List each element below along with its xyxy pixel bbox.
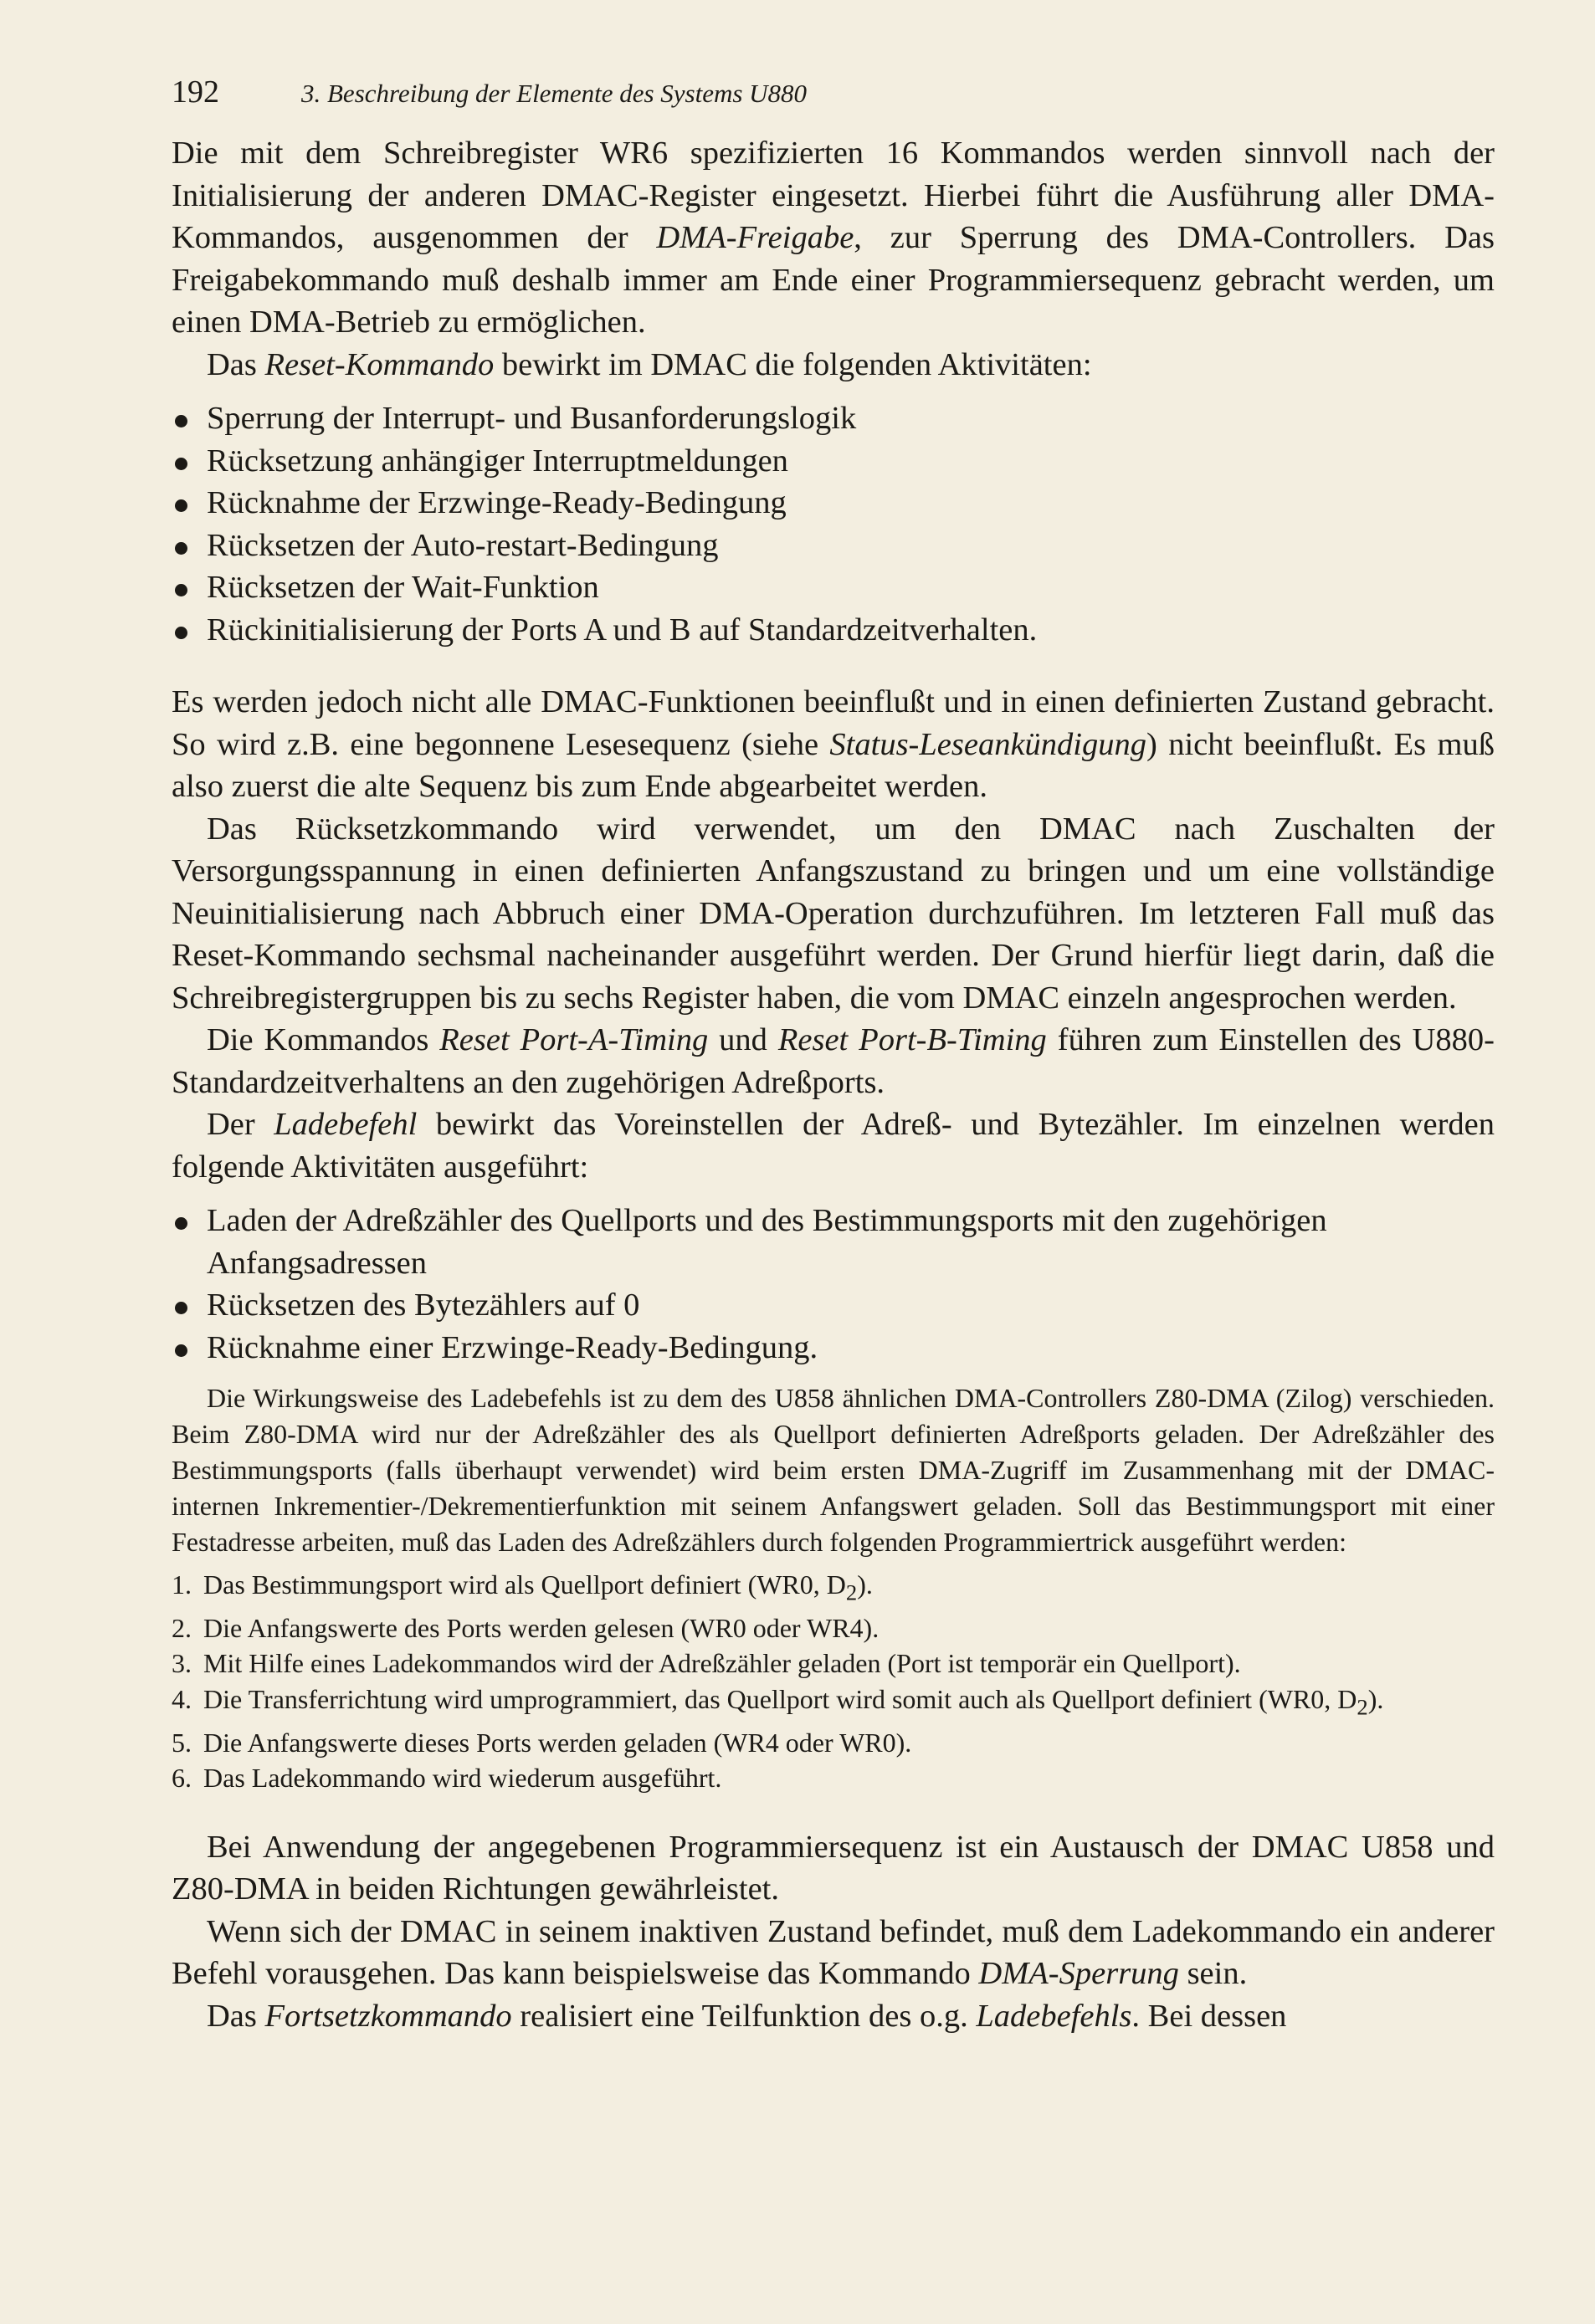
paragraph-continue-command: Das Fortsetzkommando realisiert eine Teilfunktion des o.g. Ladebefehls. Bei dessen (207, 1998, 1287, 2034)
list-item: Rückinitialisierung der Ports A und B auf Standardzeitverhalten. (172, 609, 1495, 652)
paragraph-reset-intro: Das Reset-Kommando bewirkt im DMAC die folgenden Aktivitäten: (207, 346, 1092, 382)
small-print-note (172, 1380, 1495, 1796)
paragraph-exchange: Bei Anwendung der angegebenen Programmiersequenz ist ein Austausch der DMAC U858 und Z80-DMA in beiden Richtungen gewährleistet. (172, 1829, 1495, 1907)
list-item: Rücknahme einer Erzwinge-Ready-Bedingung. (172, 1327, 1495, 1369)
list-item: 3. Mit Hilfe eines Ladekommandos wird der Adreßzähler geladen (Port ist temporär ein Quellport). (172, 1648, 1241, 1679)
page-header (172, 74, 1495, 132)
list-item: 2. Die Anfangswerte des Ports werden gelesen (WR0 oder WR4). (172, 1612, 880, 1643)
list-item: 1. Das Bestimmungsport wird als Quellport definiert (WR0, $D_2$). (172, 1569, 873, 1605)
list-item: 4. Die Transferrichtung wird umprogrammiert, das Quellport wird somit auch als Quellport definiert (WR0, $D_2$). (172, 1683, 1384, 1720)
paragraph-reset-usage: Das Rücksetzkommando wird verwendet, um den DMAC nach Zuschalten der Versorgungsspannung in einen definierten Anfangszustand zu bringen und um eine vollständige Neuinitialisierung nach Abbruch einer DMA-Operation durchzuführen. Im letzteren Fall muß das Reset-Kommando sechsmal nacheinander ausgeführt werden. Der Grund hierfür liegt darin, daß die Schreibregistergruppen bis zu sechs Register haben, die vom DMAC einzeln angesprochen werden. (172, 811, 1495, 1016)
main-text-continued (172, 1826, 1495, 2038)
paragraph-load-command: Der Ladebefehl bewirkt das Voreinstellen der Adreß- und Bytezähler. Im einzelnen werden folgende Aktivitäten ausgeführt: (172, 1107, 1495, 1185)
list-item: 6. Das Ladekommando wird wiederum ausgeführt. (172, 1763, 722, 1794)
paragraph-port-timing: Die Kommandos Reset Port-A-Timing und Reset Port-B-Timing führen zum Einstellen des U880-Standardzeitverhaltens an den zugehörigen Adreßports. (172, 1022, 1495, 1100)
load-activities-list (172, 1200, 1495, 1369)
list-item: Rücksetzen der Auto-restart-Bedingung (172, 525, 1495, 567)
list-item: Rücksetzen des Bytezählers auf 0 (172, 1284, 1495, 1327)
list-item: Rücksetzung anhängiger Interruptmeldungen (172, 440, 1495, 483)
paragraph-inactive-state: Wenn sich der DMAC in seinem inaktiven Zustand befindet, muß dem Ladekommando ein anderer Befehl vorausgehen. Das kann beispielsweise das Kommando DMA-Sperrung sein. (172, 1913, 1495, 1992)
paragraph-dma-commands: Die mit dem Schreibregister WR6 spezifizierten 16 Kommandos werden sinnvoll nach der Initialisierung der anderen DMAC-Register eingesetzt. Hierbei führt die Ausführung aller DMA-Kommandos, ausgenommen der DMA-Freigabe, zur Sperrung des DMA-Controllers. Das Freigabekommando muß deshalb immer am Ende einer Programmiersequenz gebracht werden, um einen DMA-Betrieb zu ermöglichen. (172, 136, 1495, 340)
list-item: Rücksetzen der Wait-Funktion (172, 566, 1495, 609)
reset-activities-list (172, 397, 1495, 651)
list-item: Laden der Adreßzähler des Quellports und des Bestimmungsports mit den zugehörigen Anfangsadressen (172, 1200, 1495, 1284)
main-text (172, 132, 1495, 1380)
list-item: 5. Die Anfangswerte dieses Ports werden geladen (WR4 oder WR0). (172, 1727, 912, 1758)
page-number: 192 (172, 74, 219, 110)
programming-steps-list (172, 1567, 1495, 1796)
running-head: 3. Beschreibung der Elemente des Systems U880 (301, 79, 808, 108)
paragraph-not-all-functions: Es werden jedoch nicht alle DMAC-Funktionen beeinflußt und in einen definierten Zustand gebracht. So wird z.B. eine begonnene Lesesequenz (siehe Status-Leseankündigung) nicht beeinflußt. Es muß also zuerst die alte Sequenz bis zum Ende abgearbeitet werden. (172, 684, 1495, 804)
list-item: Rücknahme der Erzwinge-Ready-Bedingung (172, 482, 1495, 525)
list-item: Sperrung der Interrupt- und Busanforderungslogik (172, 397, 1495, 440)
note-paragraph: Die Wirkungsweise des Ladebefehls ist zu dem des U858 ähnlichen DMA-Controllers Z80-DMA (Zilog) verschieden. Beim Z80-DMA wird nur der Adreßzähler des als Quellport definierten Adreßports geladen. Der Adreßzähler des Bestimmungsports (falls überhaupt verwendet) wird beim ersten DMA-Zugriff im Zusammenhang mit der DMAC-internen Inkrementier-/Dekrementierfunktion mit seinem Anfangswert geladen. Soll das Bestimmungsport mit einer Festadresse arbeiten, muß das Laden des Adreßzählers durch folgenden Programmiertrick ausgeführt werden: (172, 1383, 1495, 1557)
